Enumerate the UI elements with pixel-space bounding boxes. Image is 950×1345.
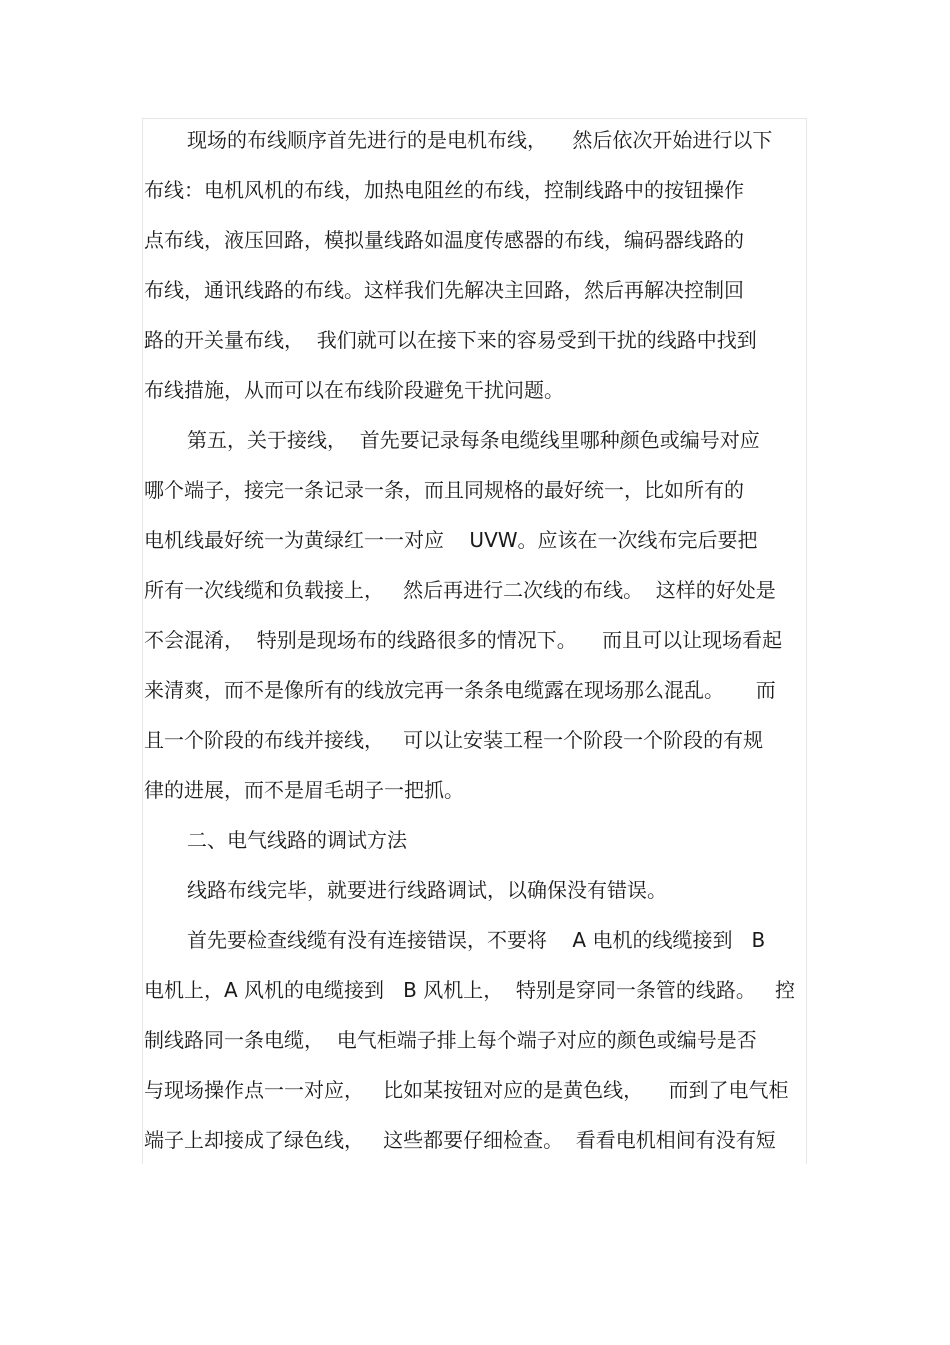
text-line: 现场的布线顺序首先进行的是电机布线， 然后依次开始进行以下 — [187, 128, 773, 152]
text-line: 第五，关于接线， 首先要记录每条电缆线里哪种颜色或编号对应 — [187, 428, 760, 452]
text-line: 哪个端子，接完一条记录一条，而且同规格的最好统一，比如所有的 — [144, 478, 744, 502]
text-line: 布线措施，从而可以在布线阶段避免干扰问题。 — [144, 378, 564, 402]
text-line: 布线：电机风机的布线，加热电阻丝的布线，控制线路中的按钮操作 — [144, 178, 744, 202]
text-line: 路的开关量布线， 我们就可以在接下来的容易受到干扰的线路中找到 — [144, 328, 757, 352]
text-line: 首先要检查线缆有没有连接错误，不要将 A 电机的线缆接到 B — [187, 928, 766, 952]
section-heading: 二、电气线路的调试方法 — [187, 828, 407, 852]
text-line: 来清爽，而不是像所有的线放完再一条条电缆露在现场那么混乱。 而 — [144, 678, 776, 702]
text-line: 线路布线完毕，就要进行线路调试，以确保没有错误。 — [187, 878, 667, 902]
text-line: 与现场操作点一一对应， 比如某按钮对应的是黄色线， 而到了电气柜 — [144, 1078, 789, 1102]
text-line: 端子上却接成了绿色线， 这些都要仔细检查。 看看电机相间有没有短 — [144, 1128, 776, 1152]
text-line: 电机线最好统一为黄绿红一一对应 UVW。应该在一次线布完后要把 — [144, 528, 758, 552]
text-line: 布线，通讯线路的布线。这样我们先解决主回路，然后再解决控制回 — [144, 278, 744, 302]
text-line: 电机上，A 风机的电缆接到 B 风机上， 特别是穿同一条管的线路。 控 — [144, 978, 795, 1002]
text-line: 且一个阶段的布线并接线， 可以让安装工程一个阶段一个阶段的有规 — [144, 728, 764, 752]
text-line: 律的进展，而不是眉毛胡子一把抓。 — [144, 778, 464, 802]
text-line: 不会混淆， 特别是现场布的线路很多的情况下。 而且可以让现场看起 — [144, 628, 783, 652]
text-line: 所有一次线缆和负载接上， 然后再进行二次线的布线。 这样的好处是 — [144, 578, 776, 602]
text-line: 点布线，液压回路，模拟量线路如温度传感器的布线，编码器线路的 — [144, 228, 744, 252]
text-line: 制线路同一条电缆， 电气柜端子排上每个端子对应的颜色或编号是否 — [144, 1028, 757, 1052]
